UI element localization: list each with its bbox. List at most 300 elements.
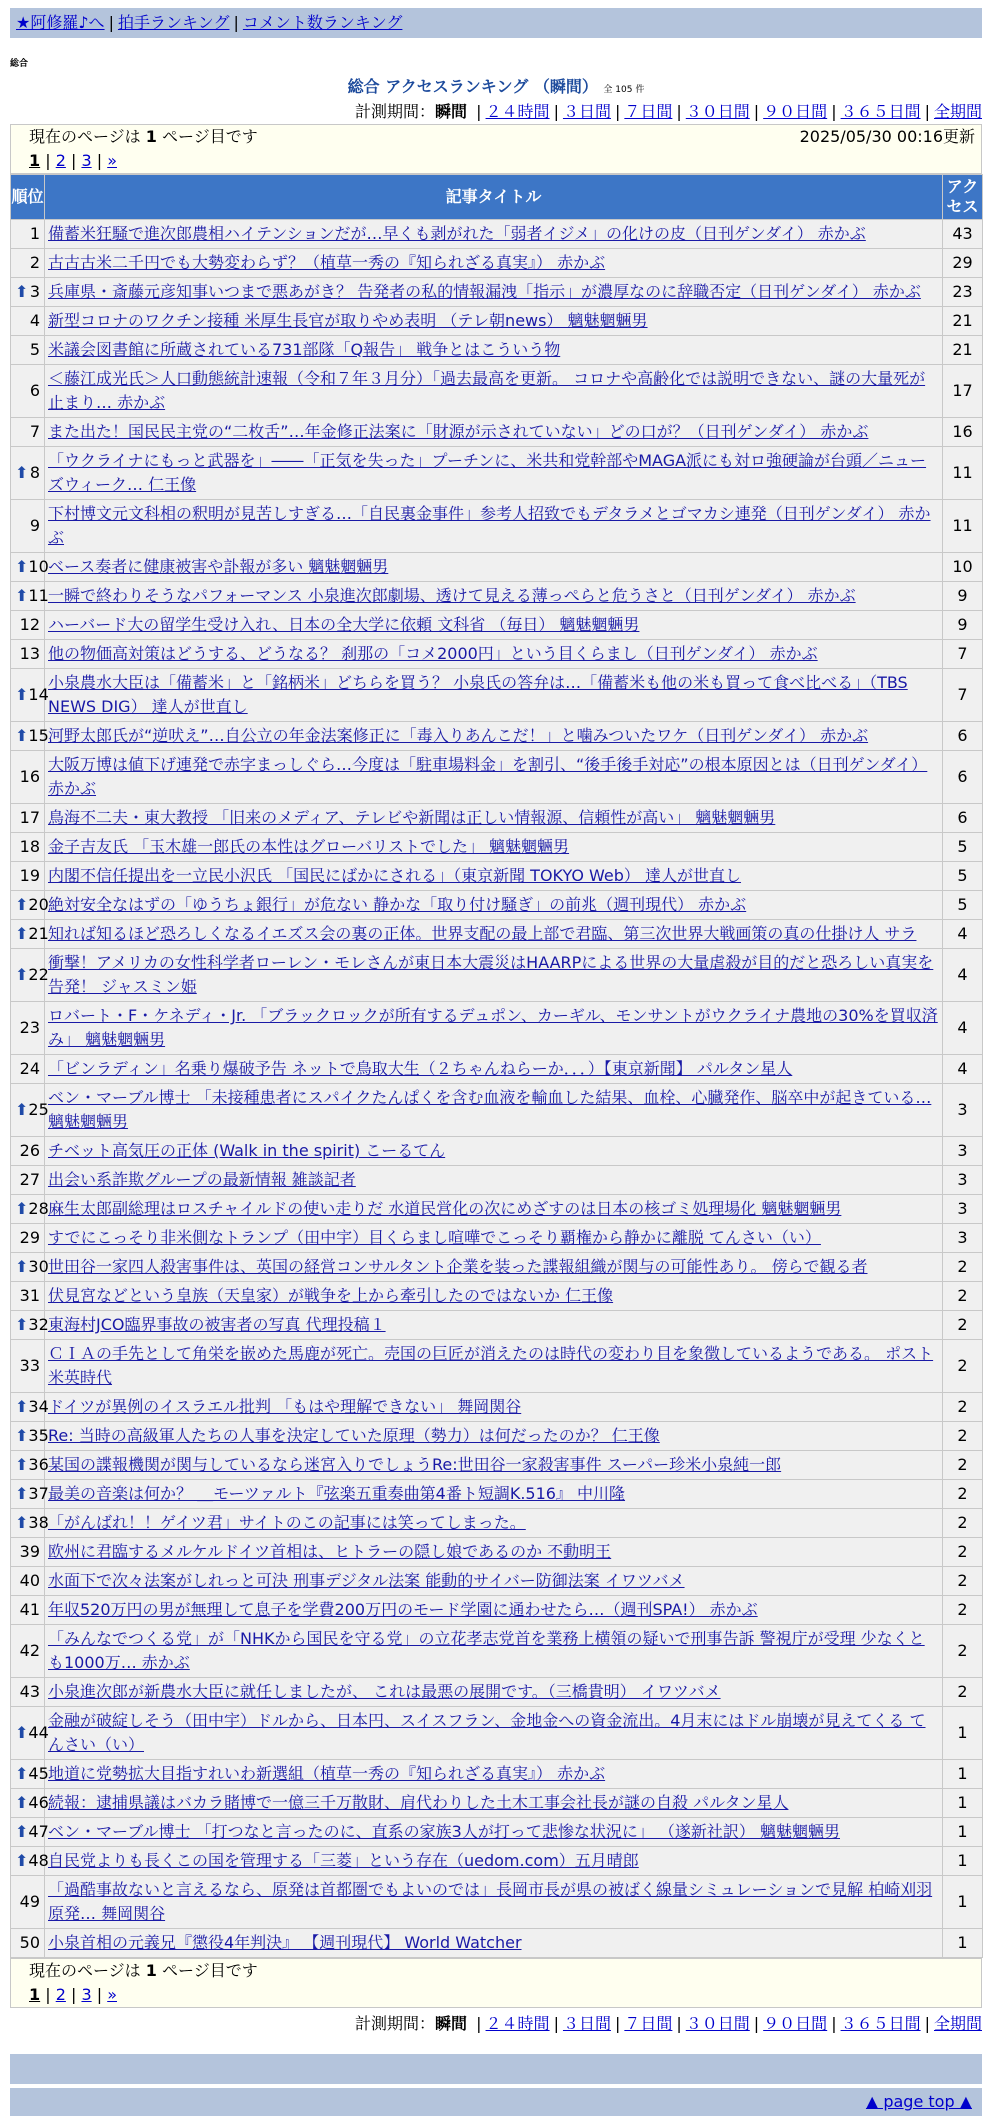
access-count: 2 [943,1596,983,1625]
access-count: 2 [943,1340,983,1393]
rank-cell [11,1876,45,1929]
footer-bar [10,2054,982,2084]
access-count: 2 [943,1393,983,1422]
title-cell [45,1625,943,1678]
access-count: 2 [943,1480,983,1509]
rank-number: 39 [19,1542,40,1561]
rank-number: 33 [19,1356,40,1375]
access-count: 5 [943,833,983,862]
period-link[interactable]: ３６５日間 [840,102,921,121]
access-count: 2 [943,1311,983,1340]
rank-number: 32 [28,1315,49,1334]
rank-number: 42 [19,1641,40,1660]
article-link[interactable]: 続報：逮捕県議はバカラ賭博で一億三千万散財、肩代わりした土木工事会社長が謎の自殺 パルタン星人 [48,1793,789,1812]
title-cell [45,365,943,418]
access-count: 3 [943,1137,983,1166]
rank-cell [11,1480,49,1509]
article-link[interactable]: 兵庫県・斎藤元彦知事いつまで悪あがき？ 告発者の私的情報漏洩「指示」が濃厚なのに辞職否定（日刊ゲンダイ） 赤かぶ [48,282,921,301]
rank-number: 27 [19,1170,40,1189]
access-count: 1 [943,1929,983,1958]
article-link[interactable]: 備蓄米狂騒で進次郎農相ハイテンションだが…早くも剥がれた「弱者イジメ」の化けの皮（日刊ゲンダイ） 赤かぶ [48,224,866,243]
period-links: | ２４時間 | ３日間 | ７日間 | ３０日間 | ９０日間 | ３６５日間 | 全期間 [476,2014,982,2033]
title-cell [45,1596,943,1625]
rank-number: 2 [29,253,40,272]
access-count: 1 [943,1847,983,1876]
article-link[interactable]: 知れば知るほど恐ろしくなるイエズス会の裏の正体。世界支配の最上部で君臨、第三次世界大戦画策の真の仕掛け人 サラ [48,924,917,943]
rank-cell [11,1422,49,1451]
page-link-3[interactable]: 3 [81,151,92,170]
period-link[interactable]: ７日間 [624,2014,673,2033]
rank-up-arrow-icon: ⬆ [15,1455,29,1474]
rank-cell [11,1707,49,1760]
article-link[interactable]: 「がんばれ！！ゲイツ君」サイトのこの記事には笑ってしまった。 [48,1513,526,1532]
category-label: 総合 [10,59,29,69]
access-count: 10 [943,553,983,582]
period-link[interactable]: ７日間 [624,102,673,121]
access-count: 4 [943,1002,983,1055]
title-cell [45,722,943,751]
rank-number: 50 [19,1933,40,1952]
table-row [11,611,983,640]
title-cell [45,1137,943,1166]
rank-number: 29 [19,1228,40,1247]
period-selector-bottom: 計測期間：瞬間 | ２４時間 | ３日間 | ７日間 | ３０日間 | ９０日間 | ３６５日間 | 全期間 [355,2014,982,2033]
rank-cell [11,862,45,891]
access-count: 4 [943,1055,983,1084]
rank-cell [11,1929,45,1958]
rank-number: 6 [29,381,40,400]
access-count: 3 [943,1084,983,1137]
article-link[interactable]: ベース奏者に健康被害や訃報が多い 魑魅魍魎男 [48,557,389,576]
page-link-2[interactable]: 2 [55,1985,66,2004]
title-cell [45,949,943,1002]
rank-cell [11,751,45,804]
article-link[interactable]: 地道に党勢拡大目指すれいわ新選組（植草一秀の『知られざる真実』） 赤かぶ [48,1764,606,1783]
rank-number: 23 [19,1018,40,1037]
table-row [11,1760,983,1789]
col-rank-header: 順位 [11,175,45,220]
title-cell [45,611,943,640]
period-link[interactable]: ３日間 [562,102,611,121]
access-count: 11 [943,500,983,553]
period-link[interactable]: 全期間 [933,102,982,121]
table-row [11,1567,983,1596]
rank-number: 3 [29,282,40,301]
rank-number: 31 [19,1286,40,1305]
table-row [11,307,983,336]
article-link[interactable]: チベット高気圧の正体 (Walk in the spirit) こーるてん [48,1141,446,1160]
period-link[interactable]: ９０日間 [763,102,828,121]
article-link[interactable]: 東海村JCO臨界事故の被害者の写真 代理投稿１ [48,1315,386,1334]
table-row [11,1166,983,1195]
table-row [11,640,983,669]
rank-cell [11,307,45,336]
article-link[interactable]: 小泉進次郎が新農水大臣に就任しましたが、 これは最悪の展開です。（三橋貴明） イワツバメ [48,1682,721,1701]
article-link[interactable]: 米議会図書館に所蔵されている731部隊「Q報告」 戦争とはこういう物 [48,340,561,359]
rank-cell [11,1509,49,1538]
title-cell [45,1678,943,1707]
access-count: 21 [943,307,983,336]
rank-number: 10 [28,557,49,576]
title-cell [45,640,943,669]
table-row [11,1253,983,1282]
article-link[interactable]: ロバート・F・ケネディ・Jr. 「ブラックロックが所有するデュポン、カーギル、モンサントがウクライナ農地の30%を買収済み」 魑魅魍魎男 [48,1006,938,1049]
table-row [11,553,983,582]
pager-top: 1 | 2 | 3 | » [29,151,117,170]
title-cell [45,1393,943,1422]
article-link[interactable]: また出た！国民民主党の“二枚舌”…年金修正法案に「財源が示されていない」どの口が？（日刊ゲンダイ） 赤かぶ [48,422,869,441]
rank-number: 25 [28,1100,49,1119]
title-cell [45,278,943,307]
access-count: 1 [943,1818,983,1847]
table-row [11,582,983,611]
title-cell [45,1282,943,1311]
article-link[interactable]: 水面下で次々法案がしれっと可決 刑事デジタル法案 能動的サイバー防御法案 イワツバメ [48,1571,685,1590]
rank-number: 36 [28,1455,49,1474]
access-count: 2 [943,1678,983,1707]
title-cell [45,1311,943,1340]
comment-ranking-link[interactable]: コメント数ランキング [242,13,403,32]
period-link[interactable]: ２４時間 [485,102,550,121]
clap-ranking-link[interactable]: 拍手ランキング [117,13,230,32]
title-cell [45,582,943,611]
rank-number: 41 [19,1600,40,1619]
ranking-body [11,220,983,1958]
table-row [11,1876,983,1929]
article-link[interactable]: 小泉首相の元義兄『懲役4年判決』 【週刊現代】 World Watcher [48,1933,522,1952]
rank-cell [11,1625,45,1678]
access-count: 3 [943,1195,983,1224]
rank-up-arrow-icon: ⬆ [15,1513,29,1532]
article-link[interactable]: ＣＩＡの手先として角栄を嵌めた馬鹿が死亡。売国の巨匠が消えたのは時代の変わり目を象徴しているようである。 ポスト米英時代 [48,1344,934,1387]
access-count: 2 [943,1567,983,1596]
rank-up-arrow-icon: ⬆ [15,1764,29,1783]
rank-up-arrow-icon: ⬆ [15,586,29,605]
article-link[interactable]: 「みんなでつくる党」が「NHKから国民を守る党」の立花孝志党首を業務上横領の疑いで刑事告訴 警視庁が受理 少なくとも1000万… 赤かぶ [48,1629,925,1672]
access-count: 17 [943,365,983,418]
rank-up-arrow-icon: ⬆ [15,895,29,914]
rank-cell [11,1760,49,1789]
article-link[interactable]: 下村博文元文科相の釈明が見苦しすぎる…「自民裏金事件」参考人招致でもデタラメとゴマカシ連発（日刊ゲンダイ） 赤かぶ [48,504,931,547]
title-cell [45,1929,943,1958]
table-row [11,1002,983,1055]
access-count: 3 [943,1166,983,1195]
rank-number: 18 [19,837,40,856]
rank-number: 22 [28,965,49,984]
table-row [11,833,983,862]
table-row [11,1625,983,1678]
title-cell [45,1195,943,1224]
rank-number: 16 [19,767,40,786]
page-link-2[interactable]: 2 [55,151,66,170]
table-row [11,920,983,949]
article-link[interactable]: 大阪万博は値下げ連発で赤字まっしぐら…今度は「駐車場料金」を割引、“後手後手対応”の根本原因とは（日刊ゲンダイ） 赤かぶ [48,755,928,798]
period-current: 瞬間 [435,2014,468,2033]
page-link-1: 1 [29,151,41,170]
access-count: 6 [943,804,983,833]
article-link[interactable]: 金融が破綻しそう（田中宇）ドルから、日本円、スイスフラン、金地金への資金流出。4月末にはドル崩壊が見えてくる てんさい（い） [48,1711,926,1754]
table-row [11,669,983,722]
next-page-link[interactable]: » [107,151,117,170]
title-cell [45,1253,943,1282]
rank-number: 30 [28,1257,49,1276]
table-row [11,1538,983,1567]
article-link[interactable]: 衝撃！アメリカの女性科学者ローレン・モレさんが東日本大震災はHAARPによる世界の大量虐殺が目的だと恐ろしい真実を告発！ ジャスミン姫 [48,953,934,996]
table-row [11,1422,983,1451]
rank-number: 46 [28,1793,49,1812]
period-link[interactable]: ３０日間 [685,2014,750,2033]
rank-cell [11,833,45,862]
table-row [11,278,983,307]
title-cell [45,1340,943,1393]
access-count: 9 [943,582,983,611]
article-link[interactable]: 金子吉友氏 「玉木雄一郎氏の本性はグローバリストでした」 魑魅魍魎男 [48,837,570,856]
article-link[interactable]: 自民党よりも長くこの国を管理する「三菱」という存在（uedom.com）五月晴郎 [48,1851,639,1870]
access-count: 7 [943,669,983,722]
access-count: 6 [943,722,983,751]
rank-number: 28 [28,1199,49,1218]
title-cell [45,1055,943,1084]
title-cell [45,804,943,833]
table-row [11,1451,983,1480]
table-row [11,447,983,500]
top-nav: ★阿修羅♪へ | 拍手ランキング | コメント数ランキング [10,8,982,38]
article-link[interactable]: 古古古米二千円でも大勢変わらず？（植草一秀の『知られざる真実』） 赤かぶ [48,253,606,272]
article-link[interactable]: 麻生太郎副総理はロスチャイルドの使い走りだ 水道民営化の次にめざすのは日本の核ゴミ処理場化 魑魅魍魎男 [48,1199,842,1218]
article-link[interactable]: ハーバード大の留学生受け入れ、日本の全大学に依頼 文科省 （毎日） 魑魅魍魎男 [48,615,640,634]
rank-cell [11,722,49,751]
rank-number: 47 [28,1822,49,1841]
rank-cell [11,1818,49,1847]
article-link[interactable]: 鳥海不二夫・東大教授 「旧来のメディア、テレビや新聞は正しい情報源、信頼性が高い」 魑魅魍魎男 [48,808,776,827]
article-link[interactable]: 伏見宮などという皇族（天皇家）が戦争を上から牽引したのではないか 仁王像 [48,1286,614,1305]
access-count: 2 [943,1282,983,1311]
rank-number: 48 [28,1851,49,1870]
rank-cell [11,336,45,365]
rank-up-arrow-icon: ⬆ [15,1851,29,1870]
article-link[interactable]: 内閣不信任提出を一立民小沢氏 「国民にばかにされる」（東京新聞 TOKYO Web） 達人が世直し [48,866,742,885]
rank-cell [11,1451,49,1480]
title-cell [45,891,943,920]
period-link[interactable]: ２４時間 [485,2014,550,2033]
title-cell [45,1422,943,1451]
page-top-bar [10,2088,982,2116]
table-row [11,1195,983,1224]
access-count: 43 [943,220,983,249]
article-link[interactable]: 小泉農水大臣は「備蓄米」と「銘柄米」どちらを買う？ 小泉氏の答弁は…「備蓄米も他の米も買って食べ比べる」（TBS NEWS DIG） 達人が世直し [48,673,908,716]
table-row [11,1707,983,1760]
rank-cell [11,582,49,611]
period-selector-top: 計測期間：瞬間 | ２４時間 | ３日間 | ７日間 | ３０日間 | ９０日間 | ３６５日間 | 全期間 [355,102,982,121]
access-count: 23 [943,278,983,307]
rank-number: 14 [28,685,49,704]
title-cell [45,1538,943,1567]
rank-cell [11,804,45,833]
rank-up-arrow-icon: ⬆ [15,965,29,984]
title-cell [45,220,943,249]
table-row [11,249,983,278]
rank-up-arrow-icon: ⬆ [15,1426,29,1445]
table-row [11,949,983,1002]
rank-cell [11,1166,45,1195]
rank-cell [11,553,49,582]
page-link-3[interactable]: 3 [81,1985,92,2004]
access-count: 1 [943,1876,983,1929]
title-cell [45,1760,943,1789]
rank-cell [11,1340,45,1393]
table-row [11,1596,983,1625]
article-link[interactable]: 世田谷一家四人殺害事件は、英国の経営コンサルタント企業を装った諜報組織が関与の可能性あり。 傍らで観る者 [48,1257,868,1276]
page-info-bottom: 現在のページは 1 ページ目です 1 | 2 | 3 | » [10,1958,982,2008]
table-row [11,1393,983,1422]
rank-cell [11,1567,45,1596]
title-cell [45,920,943,949]
rank-number: 34 [28,1397,49,1416]
title-cell [45,751,943,804]
rank-number: 40 [19,1571,40,1590]
article-link[interactable]: 欧州に君臨するメルケルドイツ首相は、ヒトラーの隠し娘であるのか 不動明王 [48,1542,612,1561]
title-cell [45,553,943,582]
rank-up-arrow-icon: ⬆ [15,282,29,301]
article-link[interactable]: ベン・マーブル博士 「未接種患者にスパイクたんぱくを含む血液を輸血した結果、血栓、心臓発作、脳卒中が起きている… 魑魅魍魎男 [48,1088,932,1131]
rank-cell [11,1055,45,1084]
table-row [11,1282,983,1311]
rank-cell [11,1596,45,1625]
table-row [11,1084,983,1137]
title-cell [45,1166,943,1195]
title-cell [45,307,943,336]
title-cell [45,1002,943,1055]
home-link[interactable]: ★阿修羅♪へ [16,13,105,32]
title-cell [45,1567,943,1596]
rank-up-arrow-icon: ⬆ [15,924,29,943]
table-row [11,1340,983,1393]
rank-number: 19 [19,866,40,885]
rank-up-arrow-icon: ⬆ [15,1315,29,1334]
article-link[interactable]: 某国の諜報機関が関与しているなら迷宮入りでしょうRe:世田谷一家殺害事件 スーパー珍米小泉純一郎 [48,1455,782,1474]
title-cell [45,1480,943,1509]
article-link[interactable]: 「ウクライナにもっと武器を」――「正気を失った」プーチンに、米共和党幹部やMAGA派にも対ロ強硬論が台頭／ニューズウィーク… 仁王像 [48,451,927,494]
article-link[interactable]: Re: 当時の高級軍人たちの人事を決定していた原理（勢力）は何だったのか？ 仁王像 [48,1426,660,1445]
period-links: | ２４時間 | ３日間 | ７日間 | ３０日間 | ９０日間 | ３６５日間 | 全期間 [476,102,982,121]
title-cell [45,1847,943,1876]
period-link[interactable]: ３６５日間 [840,2014,921,2033]
access-count: 7 [943,640,983,669]
table-row [11,1509,983,1538]
title-cell [45,447,943,500]
article-link[interactable]: ＜藤江成光氏＞人口動態統計速報（令和７年３月分）「過去最高を更新。 コロナや高齢化では説明できない、謎の大量死が止まり… 赤かぶ [48,369,926,412]
rank-number: 1 [29,224,40,243]
access-count: 5 [943,862,983,891]
rank-number: 15 [28,726,49,745]
rank-cell [11,1538,45,1567]
rank-up-arrow-icon: ⬆ [15,1199,29,1218]
rank-cell [11,500,45,553]
rank-cell [11,447,45,500]
rank-cell [11,1678,45,1707]
rank-number: 11 [28,586,49,605]
table-row [11,365,983,418]
access-count: 4 [943,920,983,949]
page-link-1: 1 [29,1985,41,2004]
rank-number: 8 [29,463,40,482]
rank-up-arrow-icon: ⬆ [15,1100,29,1119]
article-link[interactable]: 河野太郎氏が“逆吠え”…自公立の年金法案修正に「毒入りあんこだ！」と噛みついたワケ（日刊ゲンダイ） 赤かぶ [48,726,869,745]
table-row [11,336,983,365]
article-link[interactable]: 新型コロナのワクチン接種 米厚生長官が取りやめ表明 （テレ朝news） 魑魅魍魎男 [48,311,648,330]
period-link[interactable]: 全期間 [933,2014,982,2033]
period-link[interactable]: ９０日間 [763,2014,828,2033]
article-link[interactable]: 年収520万円の男が無理して息子を学費200万円のモード学園に通わせたら…（週刊SPA!） 赤かぶ [48,1600,758,1619]
access-count: 16 [943,418,983,447]
table-row [11,1311,983,1340]
rank-cell [11,1282,45,1311]
article-link[interactable]: 絶対安全なはずの「ゆうちょ銀行」が危ない 静かな「取り付け騒ぎ」の前兆（週刊現代） 赤かぶ [48,895,747,914]
period-link[interactable]: ３日間 [562,2014,611,2033]
rank-number: 12 [19,615,40,634]
title-cell [45,1224,943,1253]
article-link[interactable]: ドイツが異例のイスラエル批判 「もはや理解できない」 舞岡関谷 [48,1397,522,1416]
title-cell [45,1818,943,1847]
table-row [11,500,983,553]
title-cell [45,1084,943,1137]
title-cell [45,249,943,278]
rank-cell [11,1084,49,1137]
access-count: 1 [943,1707,983,1760]
title-cell [45,500,943,553]
article-link[interactable]: 「過酷事故ないと言えるなら、原発は首都圏でもよいのでは」長岡市長が県の被ばく線量シミュレーションで見解 柏崎刈羽原発… 舞岡関谷 [48,1880,933,1923]
table-row [11,1818,983,1847]
access-count: 2 [943,1538,983,1567]
access-count: 2 [943,1509,983,1538]
rank-cell [11,220,45,249]
table-row [11,722,983,751]
next-page-link[interactable]: » [107,1985,117,2004]
access-count: 9 [943,611,983,640]
rank-cell [11,249,45,278]
col-title-header: 記事タイトル [45,175,943,220]
article-link[interactable]: 「ビンラディン」名乗り爆破予告 ネットで鳥取大生（２ちゃんねらーか．．．）【東京新聞】 パルタン星人 [48,1059,793,1078]
article-link[interactable]: 他の物価高対策はどうする、どうなる？ 刹那の「コメ2000円」という目くらまし（日刊ゲンダイ） 赤かぶ [48,644,818,663]
rank-cell [11,1311,49,1340]
rank-up-arrow-icon: ⬆ [15,1793,29,1812]
rank-number: 4 [29,311,40,330]
table-row [11,891,983,920]
period-link[interactable]: ３０日間 [685,102,750,121]
table-row [11,751,983,804]
access-count: 5 [943,891,983,920]
article-link[interactable]: 出会い系詐欺グループの最新情報 雑談記者 [48,1170,356,1189]
rank-cell [11,1789,49,1818]
title-cell [45,1789,943,1818]
rank-number: 44 [28,1723,49,1742]
article-link[interactable]: 最美の音楽は何か？ ＿モーツァルト『弦楽五重奏曲第4番ト短調K.516』 中川隆 [48,1484,626,1503]
article-link[interactable]: すでにこっそり非米側なトランプ（田中宇）目くらまし喧嘩でこっそり覇権から静かに離脱 てんさい（い） [48,1228,821,1247]
rank-cell [11,611,45,640]
article-link[interactable]: 一瞬で終わりそうなパフォーマンス 小泉進次郎劇場、透けて見える薄っぺらと危うさと（日刊ゲンダイ） 赤かぶ [48,586,856,605]
rank-cell [11,640,45,669]
article-link[interactable]: ベン・マーブル博士 「打つなと言ったのに、直系の家族3人が打って悲惨な状況に」 （遂新社訳） 魑魅魍魎男 [48,1822,840,1841]
table-row [11,1055,983,1084]
access-count: 2 [943,1451,983,1480]
page-top-link[interactable]: ▲ page top ▲ [865,2092,972,2111]
access-count: 29 [943,249,983,278]
updated-timestamp: 2025/05/30 00:16更新 [799,127,975,146]
rank-cell [11,1847,49,1876]
rank-cell [11,949,49,1002]
rank-cell [11,1393,49,1422]
table-row [11,1224,983,1253]
